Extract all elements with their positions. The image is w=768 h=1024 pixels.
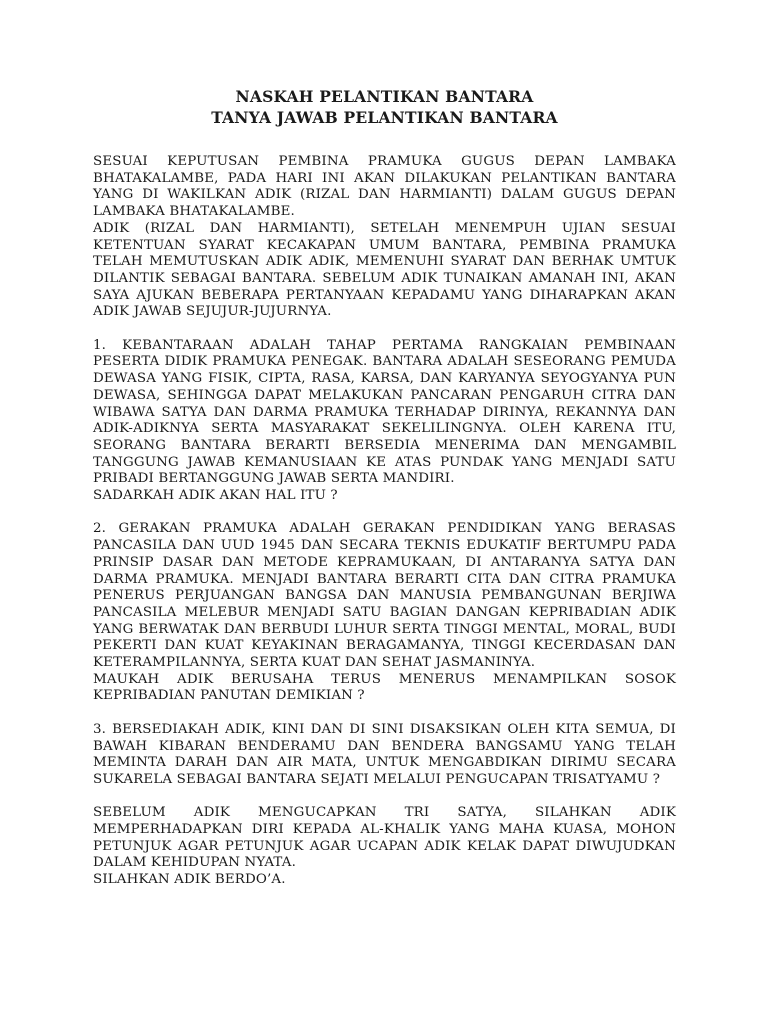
question-1-text: 1. KEBANTARAAN ADALAH TAHAP PERTAMA RANGKAIAN PEMBINAAN PESERTA DIDIK PRAMUKA PENEGAK. BANTARA ADALAH SESEORANG PEMUDA DEWASA YANG FISIK, CIPTA, RASA, KARSA, DAN KARYANYA SEYOGYANYA PUN DEWASA, SEHINGGA DAPAT MELAKUKAN PANCARAN PENGARUH CITRA DAN WIBAWA SATYA DAN DARMA PRAMUKA TERHADAP DIRINYA, REKANNYA DAN ADIK-ADIKNYA SERTA MASYARAKAT SEKELILINGNYA. OLEH KARENA ITU, SEORANG BANTARA BERARTI BERSEDIA MENERIMA DAN MENGAMBIL TANGGUNG JAWAB KEMANUSIAAN KE ATAS PUNDAK YANG MENJADI SATU PRIBADI BERTANGGUNG JAWAB SERTA MANDIRI. bbox=[93, 337, 676, 487]
question-3-text: 3. BERSEDIAKAH ADIK, KINI DAN DI SINI DISAKSIKAN OLEH KITA SEMUA, DI BAWAH KIBARAN BENDERAMU DAN BENDERA BANGSAMU YANG TELAH MEMINTA DARAH DAN AIR MATA, UNTUK MENGABDIKAN DIRIMU SECARA SUKARELA SEBAGAI BANTARA SEJATI MELALUI PENGUCAPAN TRISATYAMU ? bbox=[93, 721, 676, 787]
question-2-text: 2. GERAKAN PRAMUKA ADALAH GERAKAN PENDIDIKAN YANG BERASAS PANCASILA DAN UUD 1945 DAN SECARA TEKNIS EDUKATIF BERTUMPU PADA PRINSIP DASAR DAN METODE KEPRAMUKAAN, DI ANTARANYA SATYA DAN DARMA PRAMUKA. MENJADI BANTARA BERARTI CITA DAN CITRA PRAMUKA PENERUS PERJUANGAN BANGSA DAN MANUSIA PEMBANGUNAN BERJIWA PANCASILA MELEBUR MENJADI SATU BAGIAN DANGAN KEPRIBADIAN ADIK YANG BERWATAK DAN BERBUDI LUHUR SERTA TINGGI MENTAL, MORAL, BUDI PEKERTI DAN KUAT KEYAKINAN BERAGAMANYA, TINGGI KECERDASAN DAN KETERAMPILANNYA, SERTA KUAT DAN SEHAT JASMANINYA. bbox=[93, 521, 676, 671]
closing-paragraph: SEBELUM ADIK MENGUCAPKAN TRI SATYA, SILAHKAN ADIK MEMPERHADAPKAN DIRI KEPADA AL-KHALIK YANG MAHA KUASA, MOHON PETUNJUK AGAR PETUNJUK AGAR UCAPAN ADIK KELAK DAPAT DIWUJUDKAN DALAM KEHIDUPAN NYATA. bbox=[93, 805, 676, 871]
closing-prayer-line: SILAHKAN ADIK BERDO’A. bbox=[93, 872, 286, 888]
document-subtitle: TANYA JAWAB PELANTIKAN BANTARA bbox=[211, 108, 558, 127]
question-1-prompt: SADARKAH ADIK AKAN HAL ITU ? bbox=[93, 488, 338, 504]
question-2-prompt: MAUKAH ADIK BERUSAHA TERUS MENERUS MENAMPILKAN SOSOK KEPRIBADIAN PANUTAN DEMIKIAN ? bbox=[93, 671, 676, 704]
title-block bbox=[93, 86, 676, 128]
intro-paragraph-1: SESUAI KEPUTUSAN PEMBINA PRAMUKA GUGUS DEPAN LAMBAKA BHATAKALAMBE, PADA HARI INI AKAN DILAKUKAN PELANTIKAN BANTARA YANG DI WAKILKAN ADIK (RIZAL DAN HARMIANTI) DALAM GUGUS DEPAN LAMBAKA BHATAKALAMBE. bbox=[93, 154, 676, 220]
intro-paragraph-2: ADIK (RIZAL DAN HARMIANTI), SETELAH MENEMPUH UJIAN SESUAI KETENTUAN SYARAT KECAKAPAN UMUM BANTARA, PEMBINA PRAMUKA TELAH MEMUTUSKAN ADIK ADIK, MEMENUHI SYARAT DAN BERHAK UMTUK DILANTIK SEBAGAI BANTARA. SEBELUM ADIK TUNAIKAN AMANAH INI, AKAN SAYA AJUKAN BEBERAPA PERTANYAAN KEPADAMU YANG DIHARAPKAN AKAN ADIK JAWAB SEJUJUR-JUJURNYA. bbox=[93, 220, 676, 320]
document-title: NASKAH PELANTIKAN BANTARA bbox=[235, 87, 534, 106]
